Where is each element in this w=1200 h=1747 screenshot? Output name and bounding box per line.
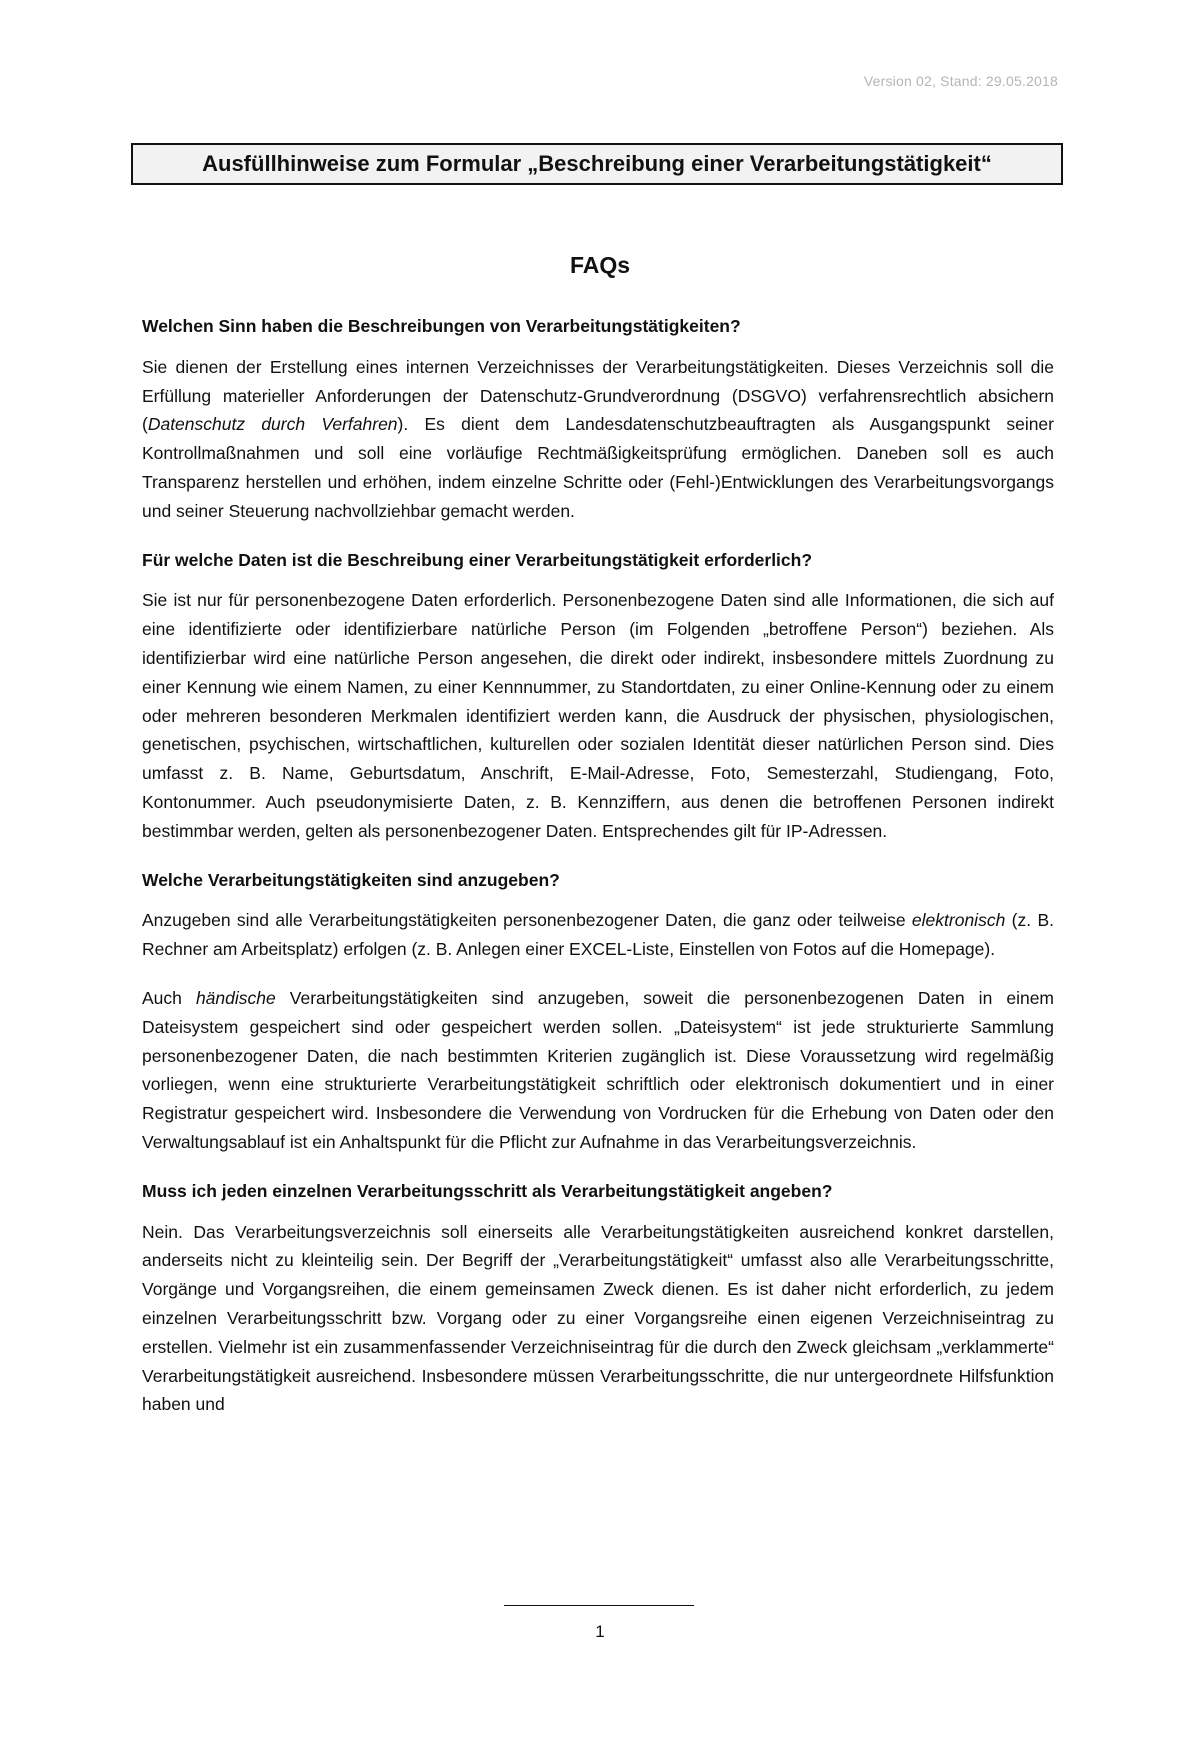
answer-text: Verarbeitungstätigkeiten sind anzugeben, soweit die personenbezogenen Daten in einem Dateisystem gespeichert sind oder gespeichert werden sollen. „Dateisystem“ ist jede strukturierte Sammlung personenbezogener Daten, die nach bestimmten Kriterien zugänglich ist. Diese Voraussetzung wird regelmäßig vorliegen, wenn eine strukturierte Verarbeitungstätigkeit schriftlich oder elektronisch dokumentiert und in einer Registratur gespeichert wird. Insbesondere die Verwendung von Vordrucken für die Erhebung von Daten oder den Verwaltungsablauf ist ein Anhaltspunkt für die Pflicht zur Aufnahme in das Verarbeitungsverzeichnis. [142, 987, 1055, 1152]
footnote-separator [504, 1605, 694, 1606]
answer-emphasis: Datenschutz durch Verfahren [147, 414, 398, 435]
faq-question-purpose: Welchen Sinn haben die Beschreibungen von Verarbeitungstätigkeiten? [142, 316, 741, 336]
answer-text: (z. B. Rechner am Arbeitsplatz) erfolgen (z. B. Anlegen einer EXCEL-Liste, Einstellen von Fotos auf die Homepage). [142, 910, 1055, 960]
answer-text: Anzugeben sind alle Verarbeitungstätigkeiten personenbezogener Daten, die ganz oder teilweise [142, 910, 912, 931]
answer-text: ). Es dient dem Landesdatenschutzbeauftragten als Ausgangspunkt seiner Kontrollmaßnahmen und soll eine vorläufige Rechtmäßigkeitsprüfung ermöglichen. Daneben soll es auch Transparenz herstellen und erhöhen, indem einzelne Schritte oder (Fehl-)Entwicklungen des Verarbeitungsvorgangs und seiner Steuerung nachvollziehbar gemacht werden. [142, 414, 1054, 521]
faq-question-which-activities: Welche Verarbeitungstätigkeiten sind anzugeben? [142, 869, 560, 890]
document-title: Ausfüllhinweise zum Formular „Beschreibung einer Verarbeitungstätigkeit“ [131, 143, 1063, 185]
answer-emphasis: elektronisch [911, 910, 1006, 931]
faq-answer-purpose [142, 353, 1054, 526]
faq-content [142, 312, 1054, 1439]
version-stamp: Version 02, Stand: 29.05.2018 [863, 73, 1058, 89]
answer-emphasis: händische [195, 987, 276, 1008]
faq-question-each-step: Muss ich jeden einzelnen Verarbeitungsschritt als Verarbeitungstätigkeit angeben? [142, 1180, 833, 1201]
page-number: 1 [595, 1622, 605, 1641]
answer-text: Sie dienen der Erstellung eines internen Verzeichnisses der Verarbeitungstätigkeiten. Dieses Verzeichnis soll die Erfüllung materieller Anforderungen der Datenschutz-Grundverordnung (DSGVO) verfahrensrechtlich absichern ( [142, 356, 1054, 435]
faq-answer-which-activities-electronic [142, 906, 1054, 964]
faq-question-data-scope: Für welche Daten ist die Beschreibung einer Verarbeitungstätigkeit erforderlich? [142, 549, 813, 570]
faq-answer-which-activities-manual [142, 984, 1054, 1157]
faq-answer-data-scope: Sie ist nur für personenbezogene Daten erforderlich. Personenbezogene Daten sind alle Informationen, die sich auf eine identifizierte oder identifizierbare natürliche Person (im Folgenden „betroffene Person“) beziehen. Als identifizierbar wird eine natürliche Person angesehen, die direkt oder indirekt, insbesondere mittels Zuordnung zu einer Kennung wie einem Namen, zu einer Kennnummer, zu Standortdaten, zu einer Online-Kennung oder zu einem oder mehreren besonderen Merkmalen identifiziert werden kann, die Ausdruck der physischen, physiologischen, genetischen, psychischen, wirtschaftlichen, kulturellen oder sozialen Identität dieser natürlichen Person sind. Dies umfasst z. B. Name, Geburtsdatum, Anschrift, E-Mail-Adresse, Foto, Semesterzahl, Studiengang, Foto, Kontonummer. Auch pseudonymisierte Daten, z. B. Kennziffern, aus denen die betroffenen Personen indirekt bestimmbar werden, gelten als personenbezogener Daten. Entsprechendes gilt für IP-Adressen. [142, 590, 1054, 841]
faq-answer-each-step: Nein. Das Verarbeitungsverzeichnis soll einerseits alle Verarbeitungstätigkeiten ausreichend konkret darstellen, anderseits nicht zu kleinteilig sein. Der Begriff der „Verarbeitungstätigkeit“ umfasst also alle Verarbeitungsschritte, Vorgänge und Vorgangsreihen, die einem gemeinsamen Zweck dienen. Es ist daher nicht erforderlich, zu jedem einzelnen Verarbeitungsschritt bzw. Vorgang oder zu einer Vorgangsreihe einen eigenen Verzeichniseintrag zu erstellen. Vielmehr ist ein zusammenfassender Verzeichniseintrag für die durch den Zweck gleichsam „verklammerte“ Verarbeitungstätigkeit ausreichend. Insbesondere müssen Verarbeitungsschritte, die nur untergeordnete Hilfsfunktion haben und [142, 1221, 1054, 1415]
answer-text: Auch [142, 987, 196, 1008]
faqs-heading: FAQs [569, 252, 631, 278]
